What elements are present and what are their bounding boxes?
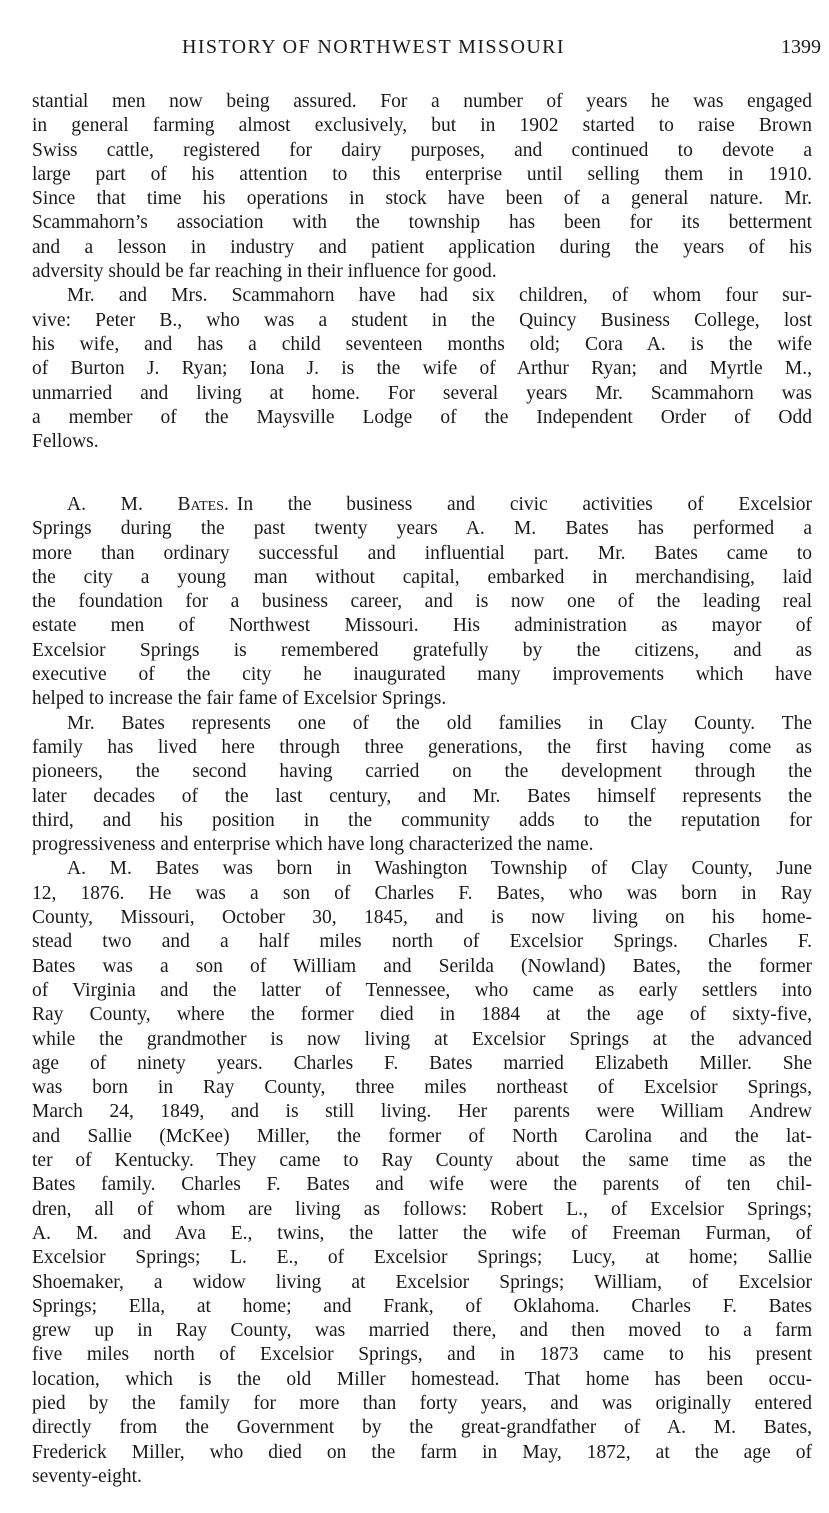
text-line: adversity should be far reaching in their influence for good. — [32, 261, 497, 283]
text-line: A. M. and Ava E., twins, the latter the wife of Freeman Furman, of — [32, 1222, 812, 1244]
text-line: in general farming almost exclusively, but in 1902 started to raise Brown — [32, 115, 812, 137]
text-line: later decades of the last century, and Mr. Bates himself represents the — [32, 785, 812, 807]
text-line: stead two and a half miles north of Excelsior Springs. Charles F. — [32, 931, 812, 953]
page-number: 1399 — [781, 36, 821, 58]
text-line: Scammahorn’s association with the township has been for its betterment — [32, 212, 812, 234]
text-line: large part of his attention to this enterprise until selling them in 1910. — [32, 163, 812, 185]
running-header — [0, 34, 829, 60]
text-line: Swiss cattle, registered for dairy purposes, and continued to devote a — [32, 139, 812, 161]
paragraph — [32, 284, 812, 454]
text-line: while the grandmother is now living at Excelsior Springs at the advanced — [32, 1028, 812, 1050]
text-line: Excelsior Springs is remembered gratefully by the citizens, and as — [32, 639, 812, 661]
text-line: was born in Ray County, three miles northeast of Excelsior Springs, — [32, 1077, 812, 1099]
text-line: vive: Peter B., who was a student in the Quincy Business College, lost — [32, 309, 812, 331]
text-line: of Virginia and the latter of Tennessee, who came as early settlers into — [32, 979, 812, 1001]
running-header-title: HISTORY OF NORTHWEST MISSOURI — [182, 36, 565, 58]
text-line: dren, all of whom are living as follows: Robert L., of Excelsior Springs; — [32, 1198, 812, 1220]
text-line: more than ordinary successful and influential part. Mr. Bates came to — [32, 542, 812, 564]
text-line: family has lived here through three generations, the first having come as — [32, 736, 812, 758]
scammahorn-biography-section — [32, 90, 812, 454]
text-line: a member of the Maysville Lodge of the Independent Order of Odd — [32, 406, 812, 428]
text-line: estate men of Northwest Missouri. His administration as mayor of — [32, 615, 812, 637]
text-line — [32, 493, 812, 517]
text-line: Springs; Ella, at home; and Frank, of Oklahoma. Charles F. Bates — [32, 1295, 812, 1317]
paragraph — [32, 712, 812, 858]
text-line: pied by the family for more than forty years, and was originally entered — [32, 1392, 812, 1414]
text-line: March 24, 1849, and is still living. Her parents were William Andrew — [32, 1101, 812, 1123]
text-line: the foundation for a business career, and is now one of the leading real — [32, 591, 812, 613]
text-line: directly from the Government by the great-grandfather of A. M. Bates, — [32, 1417, 812, 1439]
text-line-content: In the business and civic activities of Excelsior — [236, 494, 812, 515]
text-line: helped to increase the fair fame of Excelsior Springs. — [32, 688, 447, 710]
bates-biography-section — [32, 493, 812, 1489]
paragraph — [32, 857, 812, 1489]
text-line: five miles north of Excelsior Springs, and in 1873 came to his present — [32, 1344, 812, 1366]
text-line: pioneers, the second having carried on the development through the — [32, 761, 812, 783]
text-line: progressiveness and enterprise which have long characterized the name. — [32, 834, 594, 856]
biography-subject-name: A. M. Bates. — [67, 494, 229, 515]
text-line: Fellows. — [32, 431, 99, 453]
text-line: Springs during the past twenty years A. M. Bates has performed a — [32, 518, 812, 540]
text-line: ter of Kentucky. They came to Ray County about the same time as the — [32, 1150, 812, 1172]
text-line: grew up in Ray County, was married there, and then moved to a farm — [32, 1320, 812, 1342]
paragraph — [32, 493, 812, 712]
text-line: location, which is the old Miller homestead. That home has been occu- — [32, 1368, 812, 1390]
text-line: executive of the city he inaugurated many improvements which have — [32, 664, 812, 686]
text-line: County, Missouri, October 30, 1845, and is now living on his home- — [32, 907, 812, 929]
text-line: unmarried and living at home. For several years Mr. Scammahorn was — [32, 382, 812, 404]
text-line: A. M. Bates was born in Washington Township of Clay County, June — [67, 858, 812, 880]
text-line: Since that time his operations in stock have been of a general nature. Mr. — [32, 188, 812, 210]
text-line: Bates family. Charles F. Bates and wife were the parents of ten chil- — [32, 1174, 812, 1196]
text-line: 12, 1876. He was a son of Charles F. Bates, who was born in Ray — [32, 882, 812, 904]
text-line: and Sallie (McKee) Miller, the former of North Carolina and the lat- — [32, 1125, 812, 1147]
text-line: Bates was a son of William and Serilda (Nowland) Bates, the former — [32, 955, 812, 977]
text-line: stantial men now being assured. For a number of years he was engaged — [32, 91, 812, 112]
text-line: Frederick Miller, who died on the farm in May, 1872, at the age of — [32, 1441, 812, 1463]
text-line: Ray County, where the former died in 1884 at the age of sixty-five, — [32, 1004, 812, 1026]
text-line: Mr. and Mrs. Scammahorn have had six children, of whom four sur- — [67, 285, 812, 307]
text-line: his wife, and has a child seventeen months old; Cora A. is the wife — [32, 333, 812, 355]
text-line: Excelsior Springs; L. E., of Excelsior Springs; Lucy, at home; Sallie — [32, 1247, 812, 1269]
text-line: and a lesson in industry and patient application during the years of his — [32, 236, 812, 258]
text-line: Mr. Bates represents one of the old families in Clay County. The — [67, 712, 812, 734]
text-line: age of ninety years. Charles F. Bates married Elizabeth Miller. She — [32, 1052, 812, 1074]
paragraph — [32, 90, 812, 284]
text-line: third, and his position in the community adds to the reputation for — [32, 809, 812, 831]
text-line: seventy-eight. — [32, 1465, 142, 1487]
text-line: of Burton J. Ryan; Iona J. is the wife of Arthur Ryan; and Myrtle M., — [32, 358, 812, 380]
text-line: Shoemaker, a widow living at Excelsior Springs; William, of Excelsior — [32, 1271, 812, 1293]
text-line: the city a young man without capital, embarked in merchandising, laid — [32, 566, 812, 588]
